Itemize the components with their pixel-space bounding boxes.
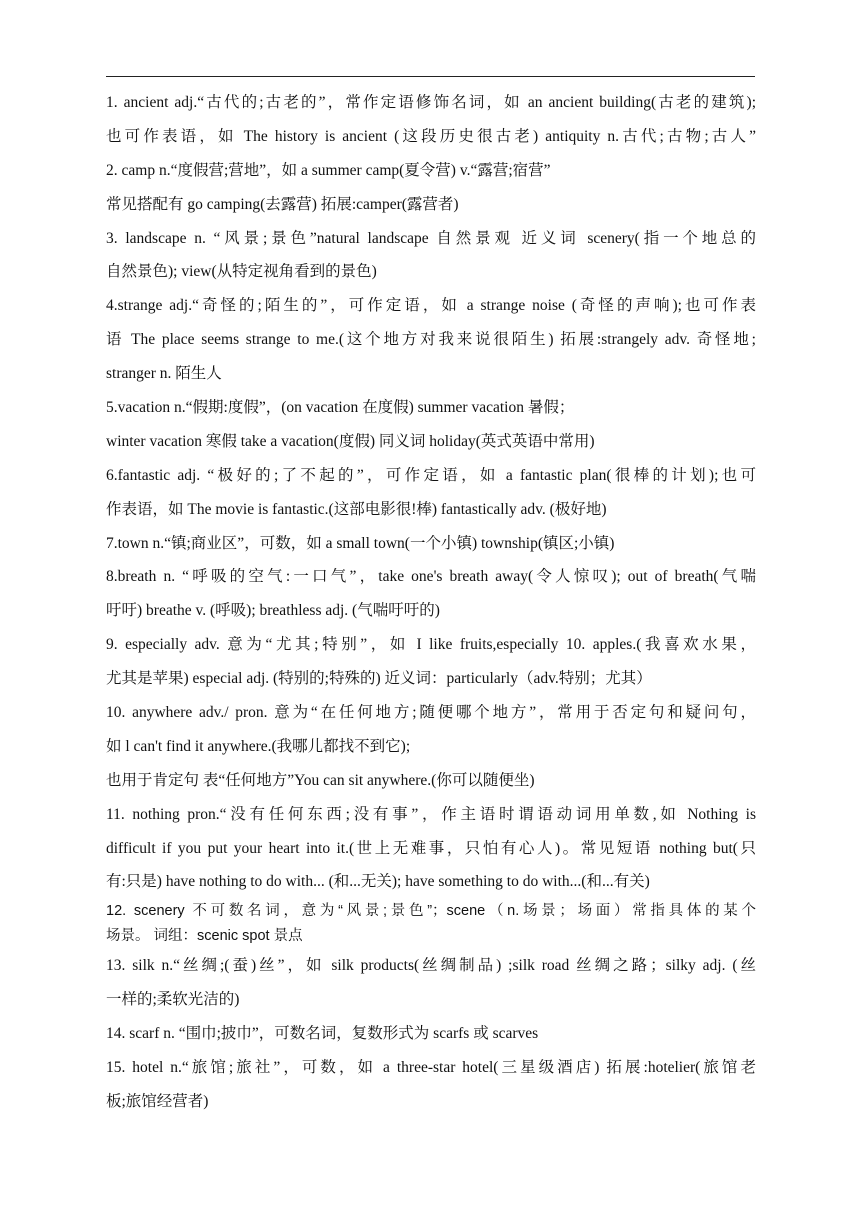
entry-4-line-1: 4.strange adj.“奇怪的;陌生的”，可作定语，如 a strange noise (奇怪的声响);也可作表	[106, 297, 756, 315]
entry-8-line-1: 8.breath n. “呼吸的空气:一口气”，take one's breath away(令人惊叹); out of breath(气喘	[106, 568, 756, 586]
entry-6-line-2: 作表语，如 The movie is fantastic.(这部电影很!棒) fantastically adv. (极好地)	[106, 500, 607, 518]
entry-9-line-2: 尤其是苹果) especial adj. (特别的;特殊的) 近义词：particularly（adv.特别；尤其）	[106, 670, 652, 688]
entry-6-line-1: 6.fantastic adj. “极好的;了不起的”，可作定语，如 a fantastic plan(很棒的计划);也可	[106, 466, 756, 484]
vocabulary-list	[106, 86, 756, 1119]
entry-12-line-1: 12. scenery 不可数名词，意为“风景;景色”；scene（n.场景；场面）常指具体的某个	[106, 903, 756, 920]
entry-5-line-2: winter vacation 寒假 take a vacation(度假) 同义词 holiday(英式英语中常用)	[106, 432, 595, 450]
entry-7-line-1: 7.town n.“镇;商业区”，可数，如 a small town(一个小镇) township(镇区;小镇)	[106, 534, 615, 552]
entry-2-line-2: 常见搭配有 go camping(去露营) 拓展:camper(露营者)	[106, 195, 459, 213]
entry-13-line-1: 13. silk n.“丝绸;(蚕)丝”，如 silk products(丝绸制品) ;silk road 丝绸之路；silky adj. (丝	[106, 957, 756, 975]
header-rule	[106, 76, 755, 77]
entry-15-line-2: 板;旅馆经营者)	[106, 1092, 209, 1110]
entry-11-line-2: difficult if you put your heart into it.(世上无难事，只怕有心人)。常见短语 nothing but(只	[106, 839, 756, 857]
entry-12-line-2: 场景。 词组：scenic spot 景点	[106, 928, 303, 945]
entry-5-line-1: 5.vacation n.“假期:度假”，(on vacation 在度假) summer vacation 暑假；	[106, 399, 575, 417]
entry-3-line-2: 自然景色); view(从特定视角看到的景色)	[106, 263, 377, 281]
entry-9-line-1: 9. especially adv. 意为“尤其;特别”，如 I like fruits,especially 10. apples.(我喜欢水果，	[106, 636, 756, 654]
entry-1-line-2: 也可作表语，如 The history is ancient (这段历史很古老) antiquity n.古代;古物;古人”	[106, 127, 756, 145]
entry-13-line-2: 一样的;柔软光洁的)	[106, 991, 240, 1009]
entry-10-line-1: 10. anywhere adv./ pron. 意为“在任何地方;随便哪个地方”，常用于否定句和疑问句，	[106, 704, 756, 722]
entry-4-line-3: stranger n. 陌生人	[106, 365, 222, 383]
entry-3-line-1: 3. landscape n. “风景;景色”natural landscape 自然景观 近义词 scenery(指一个地总的	[106, 229, 756, 247]
entry-10-line-3: 也用于肯定句 表“任何地方”You can sit anywhere.(你可以随便坐)	[106, 771, 535, 789]
entry-11-line-1: 11. nothing pron.“没有任何东西;没有事”，作主语时谓语动词用单数,如 Nothing is	[106, 805, 756, 823]
entry-15-line-1: 15. hotel n.“旅馆;旅社”，可数，如 a three-star hotel(三星级酒店) 拓展:hotelier(旅馆老	[106, 1059, 756, 1077]
entry-2-line-1: 2. camp n.“度假营;营地”，如 a summer camp(夏令营) v.“露营;宿营”	[106, 161, 551, 179]
entry-10-line-2: 如 l can't find it anywhere.(我哪儿都找不到它);	[106, 737, 411, 755]
entry-14-line-1: 14. scarf n. “围巾;披巾”，可数名词，复数形式为 scarfs 或 scarves	[106, 1025, 539, 1043]
entry-11-line-3: 有:只是) have nothing to do with... (和...无关); have something to do with...(和...有关)	[106, 873, 650, 891]
entry-8-line-2: 吁吁) breathe v. (呼吸); breathless adj. (气喘吁吁的)	[106, 602, 440, 620]
entry-4-line-2: 语 The place seems strange to me.(这个地方对我来说很陌生) 拓展:strangely adv. 奇怪地;	[106, 331, 756, 349]
entry-1-line-1: 1. ancient adj.“古代的;古老的”，常作定语修饰名词，如 an ancient building(古老的建筑);	[106, 94, 756, 111]
